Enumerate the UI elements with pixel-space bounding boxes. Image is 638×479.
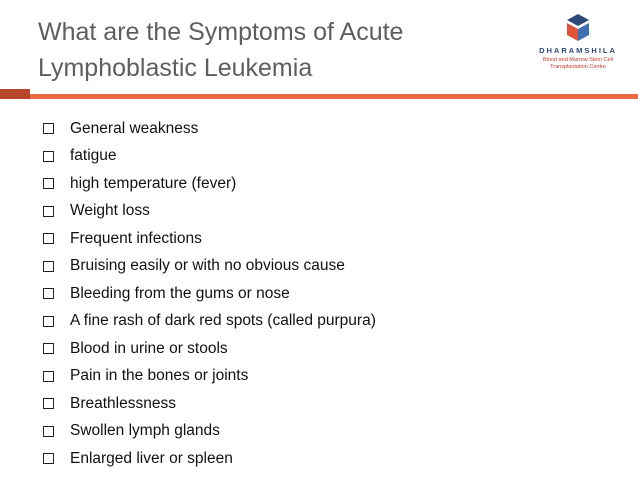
symptom-text: A fine rash of dark red spots (called purpura): [70, 312, 376, 330]
checkbox-bullet-icon: [43, 178, 54, 189]
logo-tagline: [528, 57, 628, 71]
slide-title-line-2: Lymphoblastic Leukemia: [38, 54, 313, 82]
checkbox-bullet-icon: [43, 371, 54, 382]
symptom-text: high temperature (fever): [70, 174, 237, 192]
symptom-text: Swollen lymph glands: [70, 422, 220, 440]
logo-name: DHARAMSHILA: [539, 46, 617, 55]
symptom-text: Weight loss: [70, 202, 150, 220]
dharamshila-logo: [528, 14, 628, 88]
checkbox-bullet-icon: [43, 453, 54, 464]
slide-title: [38, 14, 458, 86]
symptom-text: Pain in the bones or joints: [70, 367, 249, 385]
symptoms-list: [43, 115, 376, 473]
list-item: [43, 363, 376, 391]
symptom-text: Breathlessness: [70, 394, 176, 412]
symptom-text: General weakness: [70, 119, 199, 137]
dharamshila-logo-icon: [565, 14, 591, 44]
list-item: [43, 418, 376, 446]
logo-tagline-line-2: Transplantation Centre: [550, 64, 606, 70]
checkbox-bullet-icon: [43, 151, 54, 162]
list-item: [43, 253, 376, 281]
accent-bar-dark: [0, 89, 30, 99]
list-item: [43, 335, 376, 363]
symptom-text: Bleeding from the gums or nose: [70, 284, 290, 302]
list-item: [43, 445, 376, 473]
symptom-text: Blood in urine or stools: [70, 339, 228, 357]
checkbox-bullet-icon: [43, 123, 54, 134]
list-item: [43, 225, 376, 253]
symptom-text: Frequent infections: [70, 229, 202, 247]
checkbox-bullet-icon: [43, 316, 54, 327]
list-item: [43, 170, 376, 198]
symptom-text: fatigue: [70, 147, 117, 165]
checkbox-bullet-icon: [43, 261, 54, 272]
list-item: [43, 198, 376, 226]
list-item: [43, 390, 376, 418]
logo-tagline-line-1: Blood and Marrow Stem Cell: [542, 57, 613, 63]
checkbox-bullet-icon: [43, 343, 54, 354]
list-item: [43, 308, 376, 336]
checkbox-bullet-icon: [43, 398, 54, 409]
checkbox-bullet-icon: [43, 426, 54, 437]
list-item: [43, 280, 376, 308]
checkbox-bullet-icon: [43, 288, 54, 299]
list-item: [43, 143, 376, 171]
slide-title-line-1: What are the Symptoms of Acute: [38, 18, 404, 46]
list-item: [43, 115, 376, 143]
accent-bar-light: [30, 94, 638, 99]
symptom-text: Enlarged liver or spleen: [70, 449, 233, 467]
checkbox-bullet-icon: [43, 233, 54, 244]
checkbox-bullet-icon: [43, 206, 54, 217]
symptom-text: Bruising easily or with no obvious cause: [70, 257, 345, 275]
